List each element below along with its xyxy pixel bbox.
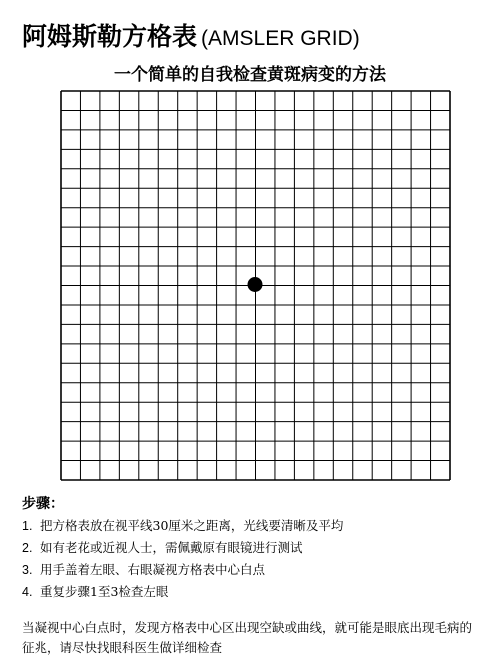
step-text: 如有老花或近视人士，需佩戴原有眼镜进行测试 xyxy=(40,540,303,555)
title-chinese: 阿姆斯勒方格表 xyxy=(22,22,198,51)
steps-heading: 步骤： xyxy=(22,496,64,512)
page-title xyxy=(22,20,360,56)
page-subtitle: 一个简单的自我检查黄斑病变的方法 xyxy=(114,65,386,85)
amsler-grid-svg xyxy=(60,90,451,481)
step-item xyxy=(22,516,343,538)
step-number: 2. xyxy=(22,541,33,555)
step-text: 用手盖着左眼、右眼凝视方格表中心白点 xyxy=(40,562,266,577)
warning-note: 当凝视中心白点时，发现方格表中心区出现空缺或曲线，就可能是眼底出现毛病的征兆，请尽快找眼科医生做详细检查 xyxy=(22,620,473,655)
step-text: 把方格表放在视平线30厘米之距离，光线要清晰及平均 xyxy=(40,518,344,533)
step-number: 1. xyxy=(22,519,33,533)
title-english: (AMSLER GRID) xyxy=(201,27,360,50)
amsler-grid xyxy=(60,90,451,481)
step-item xyxy=(22,560,343,582)
steps-list xyxy=(22,516,343,604)
step-item xyxy=(22,582,343,604)
step-text: 重复步骤1至3检查左眼 xyxy=(40,584,169,599)
step-number: 3. xyxy=(22,563,33,577)
step-number: 4. xyxy=(22,585,33,599)
step-item xyxy=(22,538,343,560)
center-fixation-dot xyxy=(248,277,263,292)
